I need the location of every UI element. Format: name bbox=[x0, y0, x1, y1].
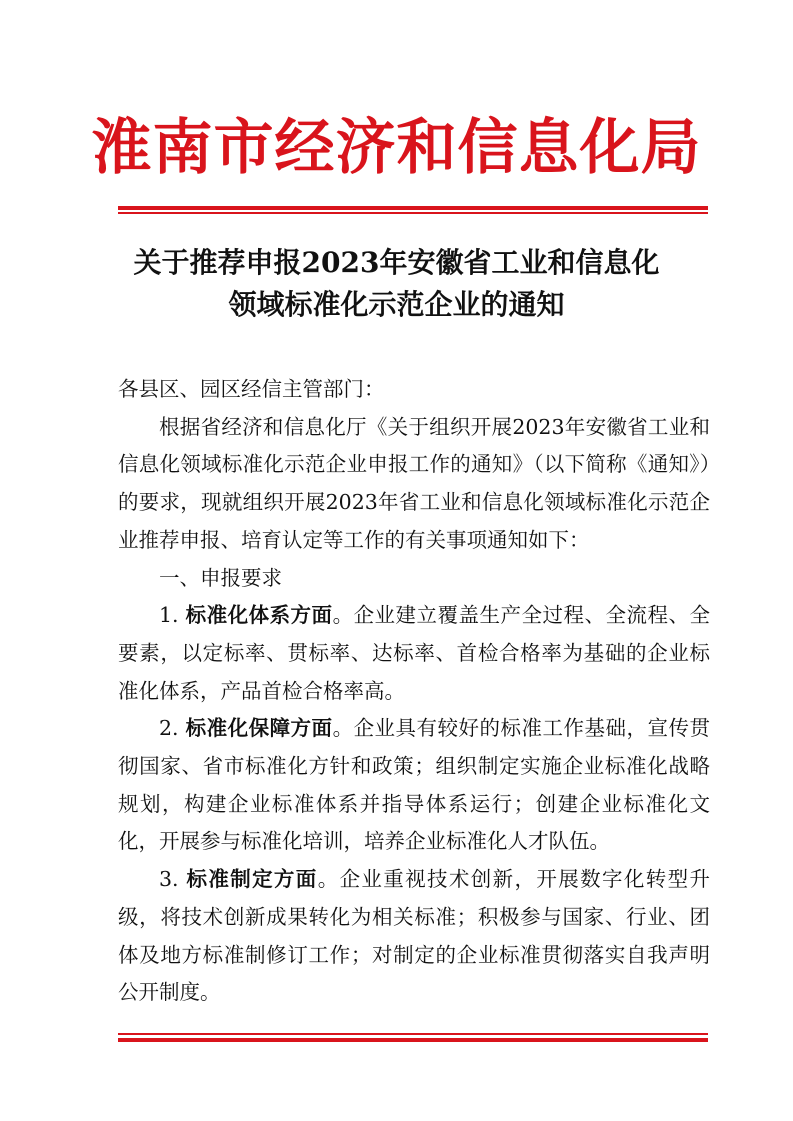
notice-title-line-2: 领域标准化示范企业的通知 bbox=[228, 288, 565, 321]
item-number: 1. bbox=[159, 603, 179, 628]
letterhead-rule-thick bbox=[118, 206, 708, 210]
requirement-item bbox=[118, 597, 710, 710]
salutation: 各县区、园区经信主管部门： bbox=[118, 377, 385, 401]
item-title-period: 。 bbox=[332, 716, 354, 741]
item-title-period: 。 bbox=[332, 603, 354, 628]
footer-rule-thick bbox=[118, 1038, 708, 1042]
footer-rule-thin bbox=[118, 1033, 708, 1035]
item-text: 企业重视技术创新，开展数字化转型升级，将技术创新成果转化为相关标准；积极参与国家、行业、团体及地方标准制修订工作；对制定的企业标准贯彻落实自我声明公开制度。 bbox=[118, 867, 710, 1005]
org-letterhead-title: 淮南市经济和信息化局 bbox=[91, 113, 702, 183]
notice-body bbox=[118, 371, 710, 1012]
item-text: 企业具有较好的标准工作基础，宣传贯彻国家、省市标准化方针和政策；组织制定实施企业标准化战略规划，构建企业标准体系并指导体系运行；创建企业标准化文化，开展参与标准化培训，培养企业标准化人才队伍。 bbox=[118, 716, 711, 854]
requirement-item bbox=[118, 710, 710, 861]
item-text: 企业建立覆盖生产全过程、全流程、全要素，以定标率、贯标率、达标率、首检合格率为基础的企业标准化体系，产品首检合格率高。 bbox=[118, 603, 711, 703]
notice-title-line-1: 关于推荐申报2023年安徽省工业和信息化 bbox=[133, 246, 660, 279]
section-heading: 一、申报要求 bbox=[159, 565, 282, 590]
letterhead-rule-thin bbox=[118, 212, 708, 214]
item-number: 2. bbox=[159, 716, 179, 741]
item-title: 标准化体系方面 bbox=[185, 603, 333, 628]
item-title: 标准制定方面 bbox=[186, 867, 318, 892]
item-title: 标准化保障方面 bbox=[185, 716, 333, 741]
item-title-period: 。 bbox=[317, 867, 340, 892]
item-number: 3. bbox=[159, 867, 179, 892]
requirement-item bbox=[118, 861, 710, 1012]
intro-paragraph: 根据省经济和信息化厅《关于组织开展2023年安徽省工业和信息化领域标准化示范企业申报工作的通知》（以下简称《通知》）的要求，现就组织开展2023年省工业和信息化领域标准化示范企业推荐申报、培育认定等工作的有关事项通知如下： bbox=[118, 414, 710, 552]
